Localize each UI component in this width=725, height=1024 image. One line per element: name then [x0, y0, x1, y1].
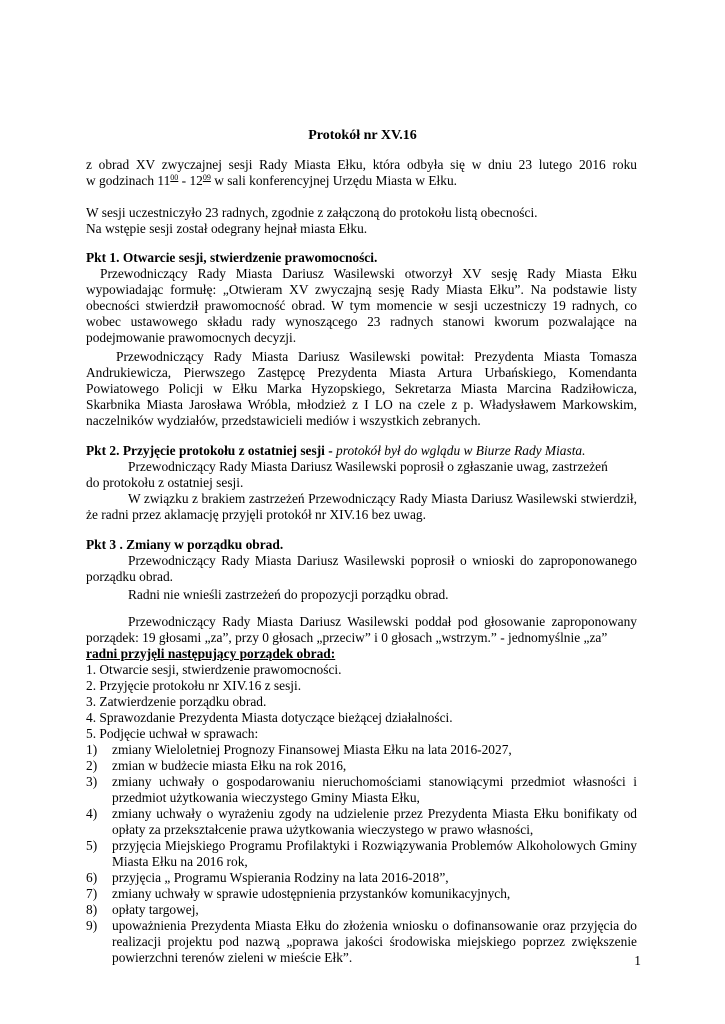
list-item: 9) upoważnienia Prezydenta Miasta Ełku do złożenia wniosku o dofinansowanie oraz przyjęcia do realizacji projektu pod nazwą „poprawa jakości środowiska miejskiego poprzez zwiększenie powierzchni terenów zieleni w mieście Ełk”.	[86, 918, 637, 965]
list-item: 2) zmian w budżecie miasta Ełku na rok 2016,	[86, 758, 347, 773]
agenda-item-3: 3. Zatwierdzenie porządku obrad.	[86, 694, 267, 709]
intro-line-1: z obrad XV zwyczajnej sesji Rady Miasta Ełku, która odbyła się w dniu 23 lutego 2016 roku	[86, 157, 637, 172]
list-item: 1) zmiany Wieloletniej Prognozy Finansowej Miasta Ełku na lata 2016-2027,	[86, 742, 512, 757]
list-item: 8) opłaty targowej,	[86, 902, 199, 917]
end-time-minutes: 09	[202, 173, 211, 182]
pkt1-heading: Pkt 1. Otwarcie sesji, stwierdzenie prawomocności.	[86, 250, 378, 265]
list-item: 6) przyjęcia „ Programu Wspierania Rodziny na lata 2016-2018”,	[86, 870, 449, 885]
pkt3-paragraph-2: Radni nie wnieśli zastrzeżeń do propozycji porządku obrad.	[128, 587, 449, 602]
intro-paragraph	[86, 157, 637, 189]
pkt3-paragraph-1: Przewodniczący Rady Miasta Dariusz Wasilewski poprosił o wnioski do zaproponowanego porządku obrad.	[86, 553, 637, 584]
section-pkt1	[86, 250, 637, 346]
pkt3-voting	[86, 614, 637, 966]
attendance-line-2: Na wstępie sesji został odegrany hejnał miasta Ełku.	[86, 221, 368, 236]
list-item: 4) zmiany uchwały o wyrażeniu zgody na udzielenie przez Prezydenta Miasta Ełku bonifikaty od opłaty za przekształcenie prawa użytkowania wieczystego w prawo własności,	[86, 806, 637, 837]
section-pkt1-welcome	[86, 349, 637, 429]
start-time-minutes: 00	[170, 173, 179, 182]
adopted-agenda-heading: radni przyjęli następujący porządek obrad:	[86, 646, 336, 661]
pkt2-paragraph-2: W związku z brakiem zastrzeżeń Przewodniczący Rady Miasta Dariusz Wasilewski stwierdził, że radni przez aklamację przyjęli protokół nr XIV.16 bez uwag.	[86, 491, 637, 522]
agenda-item-5: 5. Podjęcie uchwał w sprawach:	[86, 726, 259, 741]
pkt1-paragraph-1: Przewodniczący Rady Miasta Dariusz Wasilewski otworzył XV sesję Rady Miasta Ełku wypowiadając formułę: „Otwieram XV zwyczajną sesję Rady Miasta Ełku”. Na podstawie listy obecności stwierdził prawomocność obrad. W tym momencie w sesji uczestniczy 19 radnych, co wobec ustawowego składu rady wynoszącego 23 radnych stanowi kworum pozwalające na podejmowanie prawomocnych decyzji.	[86, 266, 637, 345]
pkt2-paragraph-1-line-1: Przewodniczący Rady Miasta Dariusz Wasilewski poprosił o zgłaszanie uwag, zastrzeżeń	[128, 459, 608, 474]
agenda-item-4: 4. Sprawozdanie Prezydenta Miasta dotyczące bieżącej działalności.	[86, 710, 453, 725]
page-number: 1	[634, 953, 641, 968]
attendance-paragraph	[86, 205, 637, 237]
page-title: Protokół nr XV.16	[308, 128, 417, 143]
pkt3-paragraph-3-line-1: Przewodniczący Rady Miasta Dariusz Wasilewski poddał pod głosowanie zaproponowany	[128, 614, 637, 629]
pkt3-paragraph-2-wrap	[86, 587, 637, 603]
pkt3-paragraph-3-line-2: porządek: 19 głosami „za”, przy 0 głosach „przeciw” i 0 głosach „wstrzym.” - jednomyślnie „za”	[86, 630, 608, 645]
pkt2-paragraph-1-line-2: do protokołu z ostatniej sesji.	[86, 475, 244, 490]
section-pkt3	[86, 537, 637, 585]
list-item: 5) przyjęcia Miejskiego Programu Profilaktyki i Rozwiązywania Problemów Alkoholowych Gminy Miasta Ełku na 2016 rok,	[86, 838, 637, 869]
intro-line-2: w godzinach $11^{00} - 12^{09}$ w sali konferencyjnej Urzędu Miasta w Ełku.	[86, 173, 458, 188]
pkt3-heading: Pkt 3 . Zmiany w porządku obrad.	[86, 537, 284, 552]
section-pkt2	[86, 443, 637, 523]
agenda-item-2: 2. Przyjęcie protokołu nr XIV.16 z sesji.	[86, 678, 302, 693]
attendance-line-1: W sesji uczestniczyło 23 radnych, zgodnie z załączoną do protokołu listą obecności.	[86, 205, 538, 220]
list-item: 7) zmiany uchwały w sprawie udostępnienia przystanków komunikacyjnych,	[86, 886, 511, 901]
list-item: 3) zmiany uchwały o gospodarowaniu nieruchomościami stanowiącymi przedmiot własności i przedmiot użytkowania wieczystego Gminy Miasta Ełku,	[86, 774, 637, 805]
resolutions-list	[86, 742, 637, 966]
agenda-item-1: 1. Otwarcie sesji, stwierdzenie prawomocności.	[86, 662, 342, 677]
pkt1-paragraph-2: Przewodniczący Rady Miasta Dariusz Wasilewski powitał: Prezydenta Miasta Tomasza Andrukiewicza, Pierwszego Zastępcę Prezydenta Miasta Artura Urbańskiego, Komendanta Powiatowego Policji w Ełku Marka Hyzopskiego, Sekretarza Miasta Marcina Radziłowicza, Skarbnika Miasta Jarosława Wróbla, młodzież z I LO na czele z p. Władysławem Markowskim, naczelników wydziałów, przedstawicieli mediów i wszystkich zebranych.	[86, 349, 637, 428]
pkt2-heading: Pkt 2. Przyjęcie protokołu z ostatniej sesji - protokół był do wglądu w Biurze Rady Miasta.	[86, 443, 586, 458]
